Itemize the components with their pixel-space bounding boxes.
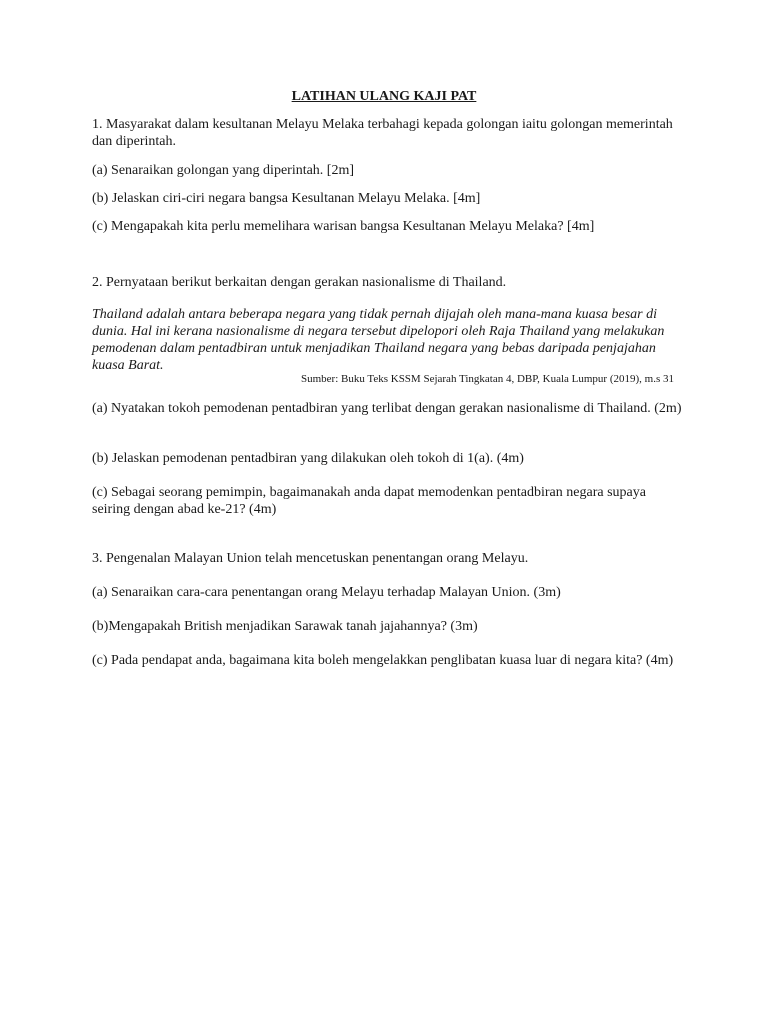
question-2a: (a) Nyatakan tokoh pemodenan pentadbiran yang terlibat dengan gerakan nasionalisme di Thailand. (2m)	[92, 401, 682, 416]
page-title: LATIHAN ULANG KAJI PAT	[291, 89, 477, 104]
question-1-stem: 1. Masyarakat dalam kesultanan Melayu Melaka terbahagi kepada golongan iaitu golongan memerintah dan diperintah.	[92, 117, 673, 149]
question-3c: (c) Pada pendapat anda, bagaimana kita boleh mengelakkan penglibatan kuasa luar di negara kita? (4m)	[92, 653, 674, 668]
question-1c: (c) Mengapakah kita perlu memelihara warisan bangsa Kesultanan Melayu Melaka? [4m]	[92, 219, 595, 234]
question-2-passage: Thailand adalah antara beberapa negara yang tidak pernah dijajah oleh mana-mana kuasa besar di dunia. Hal ini kerana nasionalisme di negara tersebut dipelopori oleh Raja Thailand yang melakukan pemodenan dalam pentadbiran untuk menjadikan Thailand negara yang bebas daripada penjajahan kuasa Barat.	[92, 307, 665, 373]
question-1a: (a) Senaraikan golongan yang diperintah. [2m]	[92, 163, 355, 178]
question-1b: (b) Jelaskan ciri-ciri negara bangsa Kesultanan Melayu Melaka. [4m]	[92, 191, 481, 206]
question-3-stem: 3. Pengenalan Malayan Union telah mencetuskan penentangan orang Melayu.	[92, 551, 529, 566]
question-2c: (c) Sebagai seorang pemimpin, bagaimanakah anda dapat memodenkan pentadbiran negara supaya seiring dengan abad ke-21? (4m)	[92, 485, 646, 517]
question-3a: (a) Senaraikan cara-cara penentangan orang Melayu terhadap Malayan Union. (3m)	[92, 585, 561, 600]
question-2b: (b) Jelaskan pemodenan pentadbiran yang dilakukan oleh tokoh di 1(a). (4m)	[92, 451, 524, 466]
question-2-stem: 2. Pernyataan berikut berkaitan dengan gerakan nasionalisme di Thailand.	[92, 275, 507, 290]
question-2-source: Sumber: Buku Teks KSSM Sejarah Tingkatan 4, DBP, Kuala Lumpur (2019), m.s 31	[300, 373, 674, 385]
question-3b: (b)Mengapakah British menjadikan Sarawak tanah jajahannya? (3m)	[92, 619, 478, 634]
